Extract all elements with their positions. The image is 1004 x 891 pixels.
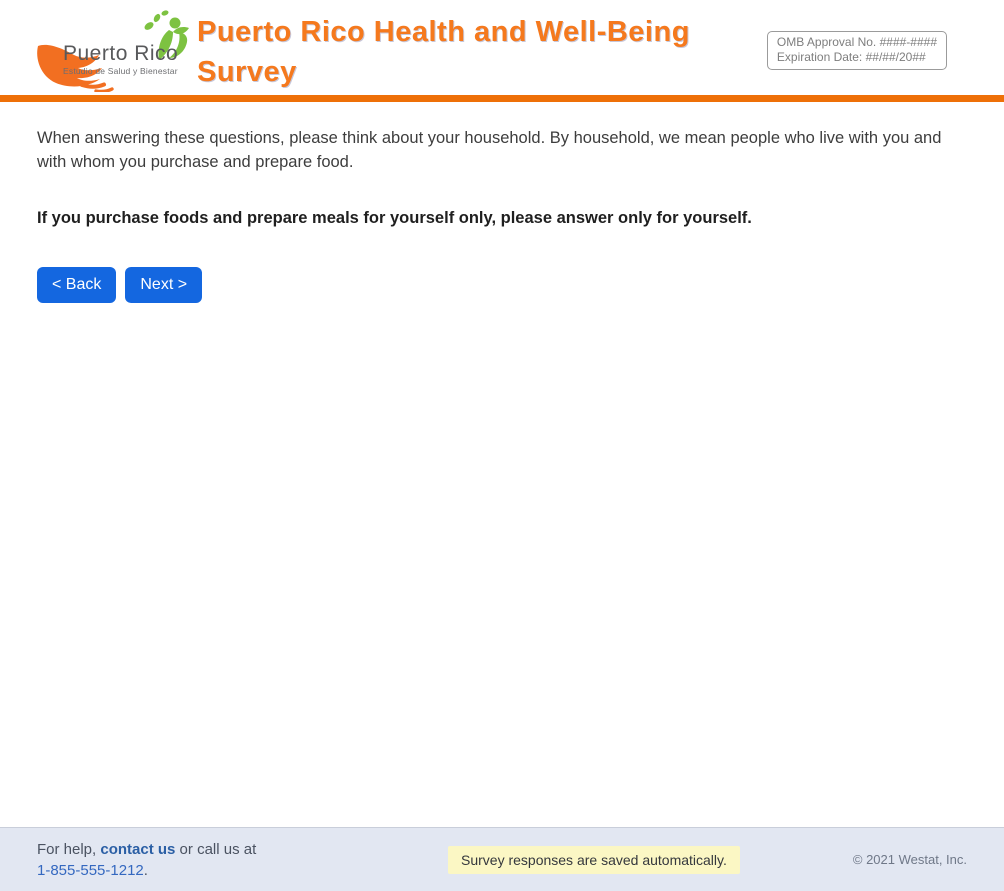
omb-expiration-date: Expiration Date: ##/##/20##: [776, 50, 926, 64]
page-title: Puerto Rico Health and Well-Being Survey: [197, 16, 690, 88]
omb-approval-number: OMB Approval No. ####-####: [776, 35, 937, 49]
copyright: © 2021 Westat, Inc.: [852, 852, 967, 867]
help-text: [37, 839, 256, 881]
instruction-paragraph: When answering these questions, please think about your household. By household, we mean people who live with you and with whom you purchase and prepare food.: [37, 129, 942, 171]
main-content: [0, 102, 1004, 827]
next-button[interactable]: Next >: [125, 267, 202, 303]
footer: [0, 827, 1004, 891]
header: [0, 0, 1004, 95]
instruction-paragraph-bold: If you purchase foods and prepare meals for yourself only, please answer only for yourself.: [37, 209, 752, 227]
phone-link[interactable]: 1-855-555-1212: [37, 861, 144, 879]
help-middle: or call us at: [175, 840, 257, 858]
help-suffix: .: [143, 861, 148, 879]
puerto-rico-logo: [37, 0, 197, 95]
autosave-notice: Survey responses are saved automatically.: [448, 846, 740, 874]
contact-us-link[interactable]: contact us: [100, 840, 176, 858]
nav-buttons: [37, 267, 967, 303]
omb-approval-box: [767, 31, 947, 70]
header-divider: [0, 95, 1004, 102]
help-prefix: For help,: [37, 840, 101, 858]
logo-subtitle: Estudio de Salud y Bienestar: [63, 66, 178, 76]
back-button[interactable]: < Back: [37, 267, 116, 303]
logo-title: Puerto Rico: [63, 42, 179, 65]
